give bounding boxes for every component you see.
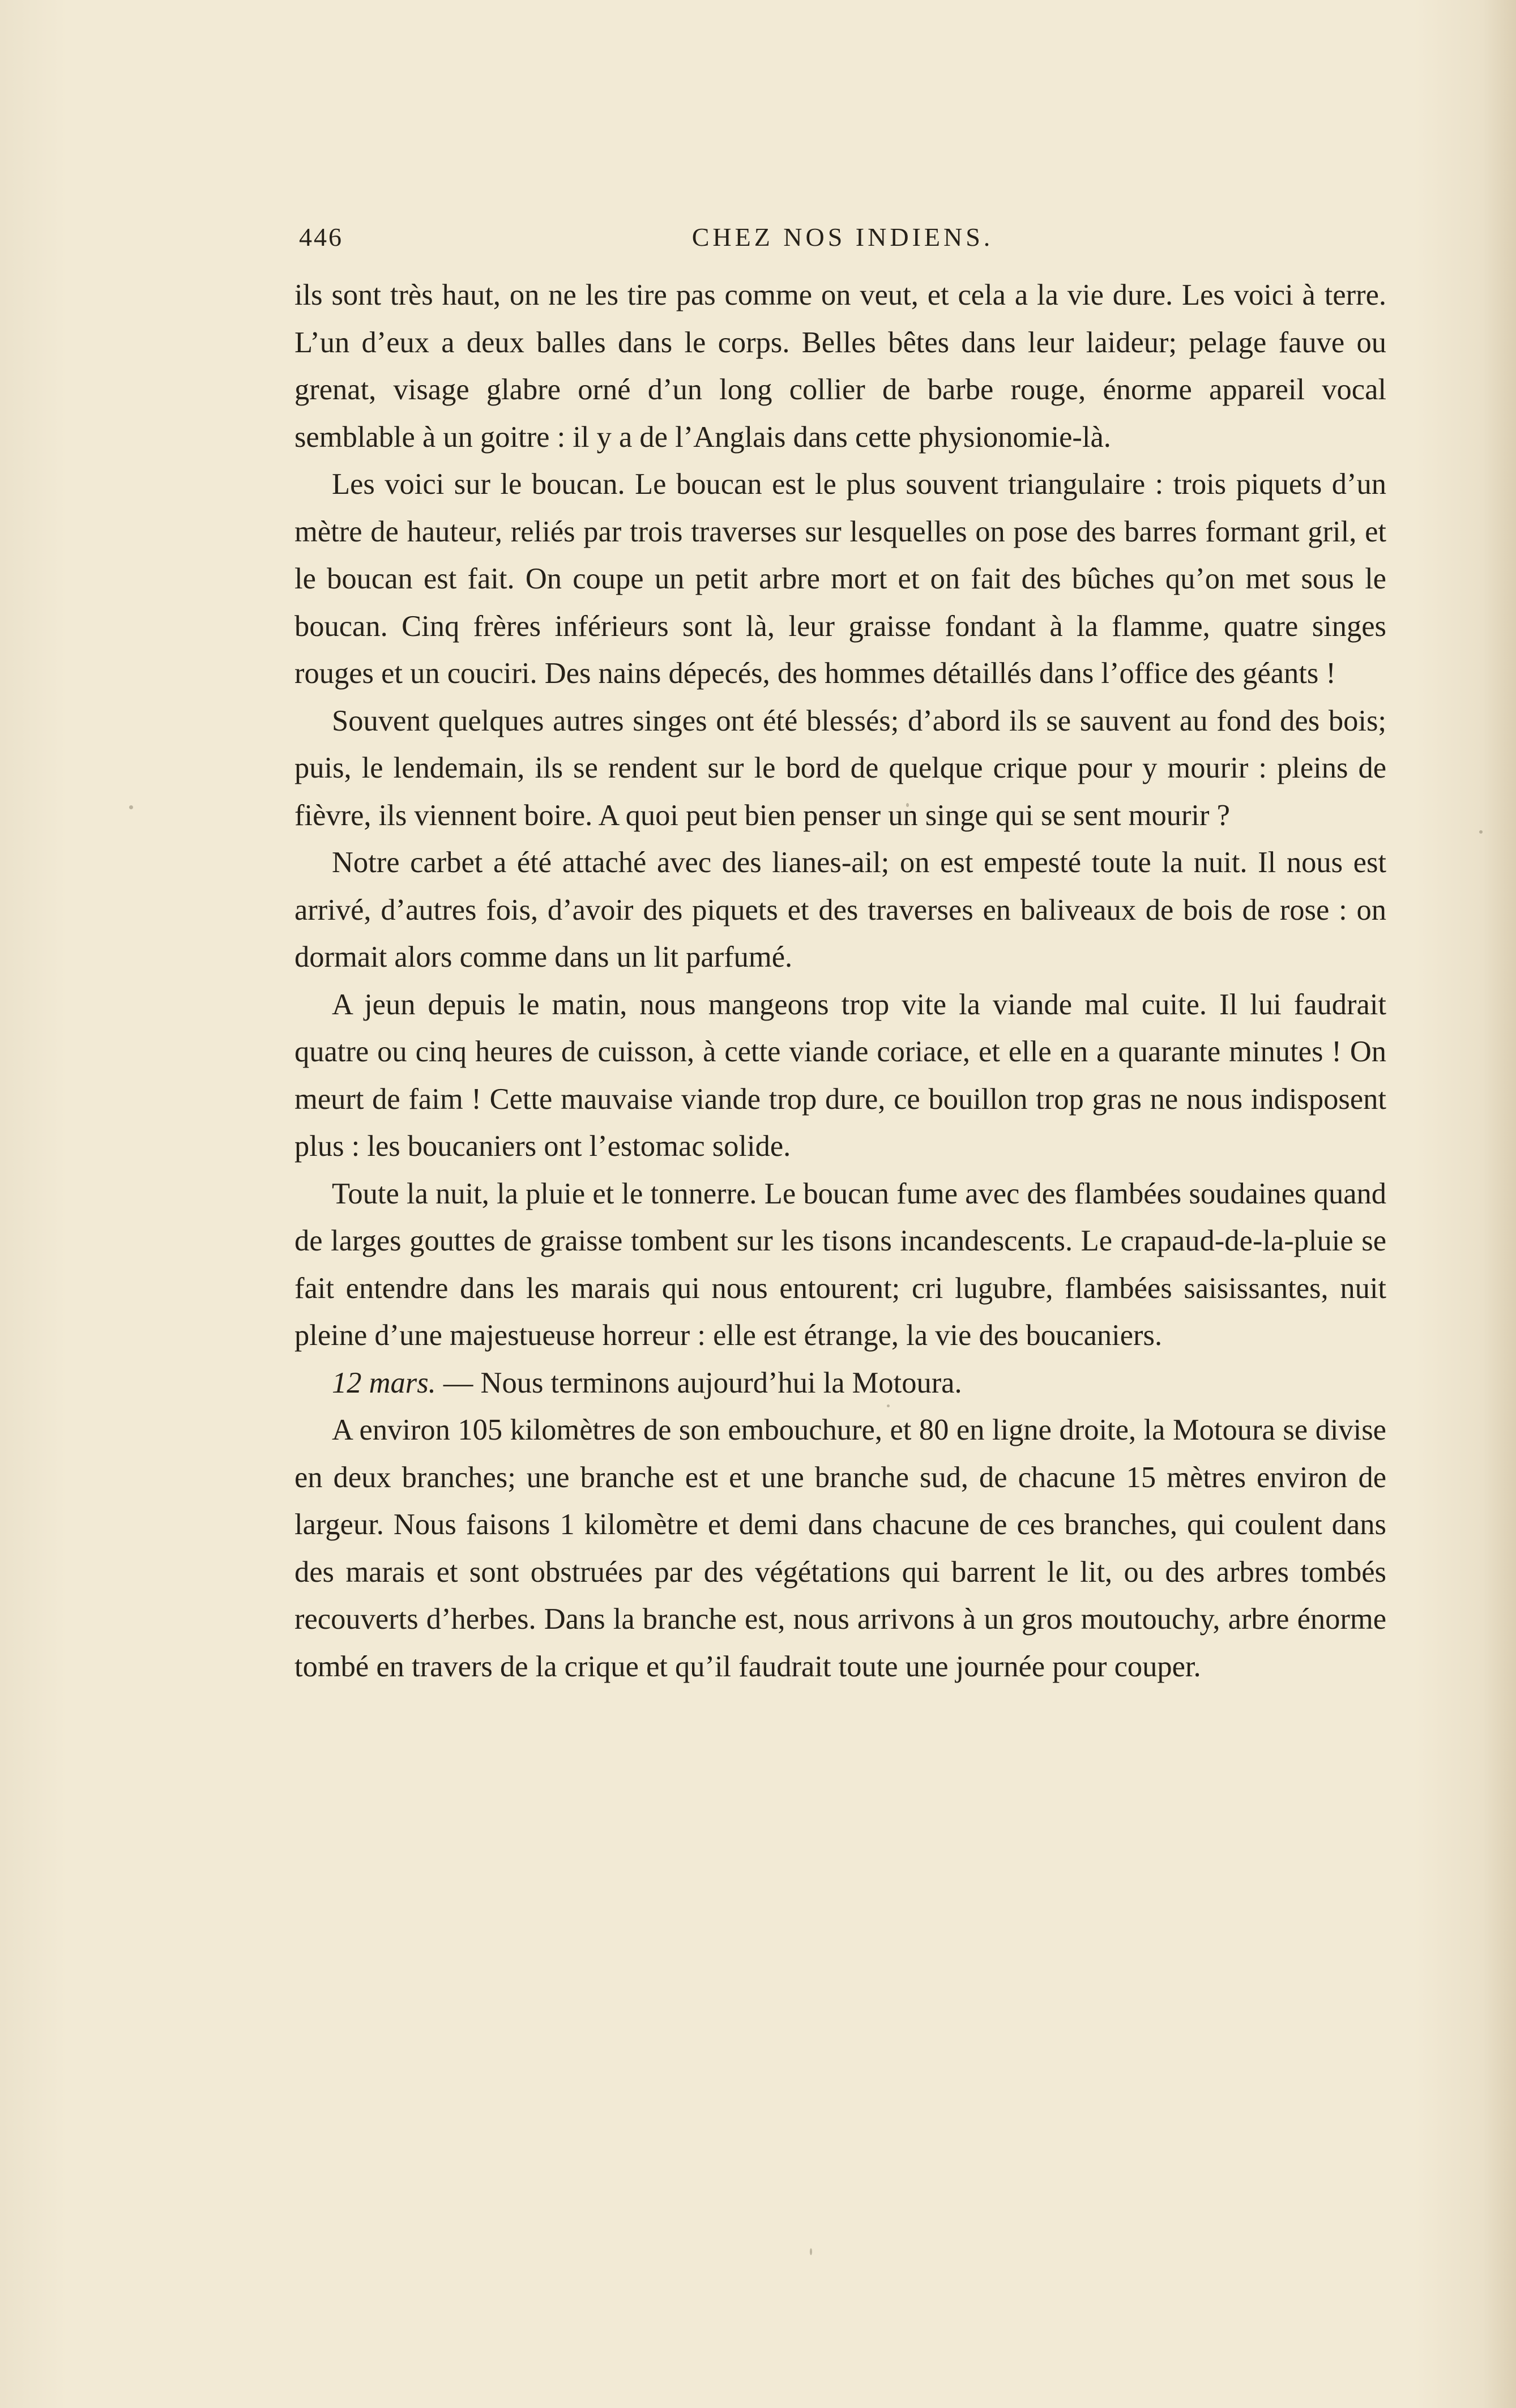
entry-date: 12 mars. [332, 1366, 436, 1399]
paragraph-continued: ils sont très haut, on ne les tire pas comme on veut, et cela a la vie dure. Les voici à terre. L’un d’eux a deux balles dans le corps. Belles bêtes dans leur laideur; pelage fauve ou grenat, visage glabre orné d’un long collier de barbe rouge, énorme appareil vocal semblable à un goitre : il y a de l’Anglais dans cette physionomie-là. [294, 279, 1386, 454]
paragraph-wounded-monkeys: Souvent quelques autres singes ont été blessés; d’abord ils se sauvent au fond des bois; puis, le lendemain, ils se rendent sur le bord de quelque crique pour y mourir : pleins de fièvre, ils viennent boire. A quoi peut bien penser un singe qui se sent mourir ? [294, 704, 1386, 832]
paper-speck [906, 803, 909, 807]
running-title: CHEZ NOS INDIENS. [691, 223, 994, 251]
paper-speck [129, 805, 133, 809]
paragraph-carbet: Notre carbet a été attaché avec des lianes-ail; on est empesté toute la nuit. Il nous est arrivé, d’autres fois, d’avoir des piquets et des traverses en baliveaux de bois de rose : on dormait alors comme dans un lit parfumé. [294, 846, 1386, 974]
paragraph-motoura-branches: A environ 105 kilomètres de son embouchure, et 80 en ligne droite, la Motoura se divise en deux branches; une branche est et une branche sud, de chacune 15 mètres environ de largeur. Nous faisons 1 kilomètre et demi dans chacune de ces branches, qui coulent dans des marais et sont obstruées par des végétations qui barrent le lit, ou des arbres tombés recouverts d’herbes. Dans la branche est, nous arrivons à un gros moutouchy, arbre énorme tombé en travers de la crique et qu’il faudrait toute une journée pour couper. [294, 1414, 1386, 1683]
body-text [294, 272, 1386, 1690]
paragraph-meal: A jeun depuis le matin, nous mangeons trop vite la viande mal cuite. Il lui faudrait quatre ou cinq heures de cuisson, à cette viande coriace, et elle en a quarante minutes ! On meurt de faim ! Cette mauvaise viande trop dure, ce bouillon trop gras ne nous indisposent plus : les boucaniers ont l’estomac solide. [294, 988, 1386, 1163]
entry-text: — Nous terminons aujourd’hui la Motoura. [435, 1366, 962, 1399]
paragraph-night-storm: Toute la nuit, la pluie et le tonnerre. Le boucan fume avec des flambées soudaines quand de larges gouttes de graisse tombent sur les tisons incandescents. Le crapaud-de-la-pluie se fait entendre dans les marais qui nous entourent; cri lugubre, flambées saisissantes, nuit pleine d’une majestueuse horreur : elle est étrange, la vie des boucaniers. [294, 1177, 1386, 1352]
page-number: 446 [299, 223, 343, 251]
page-header [299, 222, 1386, 262]
paper-speck [1479, 830, 1483, 834]
paper-speck [810, 2248, 812, 2255]
paragraph-boucan: Les voici sur le boucan. Le boucan est le plus souvent triangulaire : trois piquets d’un mètre de hauteur, reliés par trois traverses sur lesquelles on pose des barres formant gril, et le boucan est fait. On coupe un petit arbre mort et on fait des bûches qu’on met sous le boucan. Cinq frères inférieurs sont là, leur graisse fondant à la flamme, quatre singes rouges et un couciri. Des nains dépecés, des hommes détaillés dans l’office des géants ! [294, 468, 1386, 690]
paper-speck [887, 1404, 890, 1407]
paragraph-dated-entry [294, 1360, 1386, 1407]
